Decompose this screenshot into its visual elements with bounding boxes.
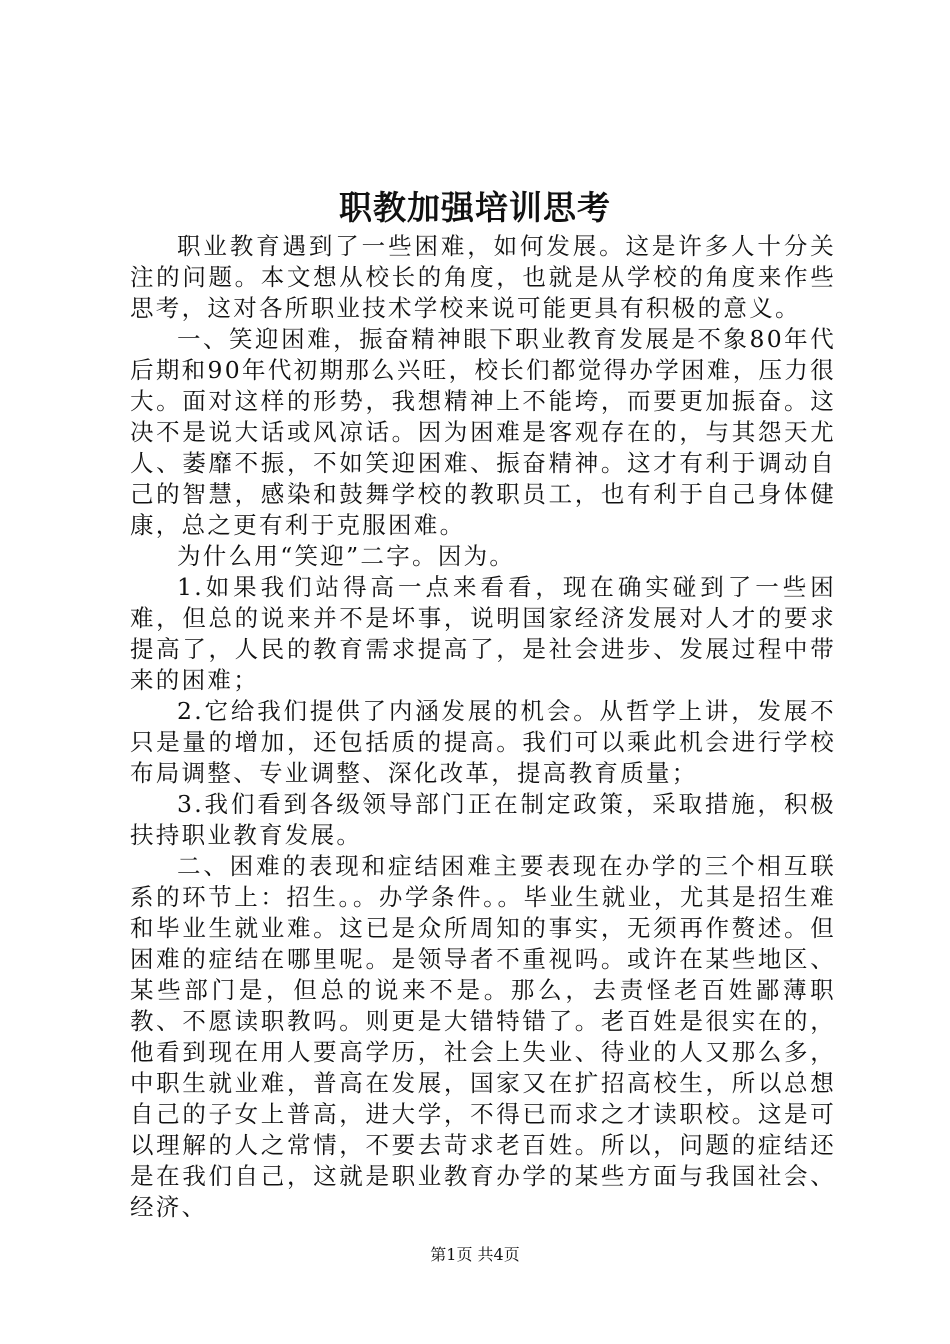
paragraph-point-2: 2.它给我们提供了内涵发展的机会。从哲学上讲，发展不只是量的增加，还包括质的提高。我们可以乘此机会进行学校布局调整、专业调整、深化改革，提高教育质量； xyxy=(130,697,836,787)
paragraph-section-one: 一、笑迎困难，振奋精神眼下职业教育发展是不象80年代后期和90年代初期那么兴旺，校长们都觉得办学困难，压力很大。面对这样的形势，我想精神上不能垮，而要更加振奋。这决不是说大话或风凉话。因为困难是客观存在的，与其怨天尤人、萎靡不振，不如笑迎困难、振奋精神。这才有利于调动自己的智慧，感染和鼓舞学校的教职员工，也有利于自己身体健康，总之更有利于克服困难。 xyxy=(130,325,836,539)
paragraph-why-smile: 为什么用“笑迎”二字。因为。 xyxy=(177,542,516,570)
paragraph-intro: 职业教育遇到了一些困难，如何发展。这是许多人十分关注的问题。本文想从校长的角度，也就是从学校的角度来作些思考，这对各所职业技术学校来说可能更具有积极的意义。 xyxy=(130,232,836,322)
paragraph-point-1: 1.如果我们站得高一点来看看，现在确实碰到了一些困难，但总的说来并不是坏事，说明国家经济发展对人才的要求提高了，人民的教育需求提高了，是社会进步、发展过程中带来的困难； xyxy=(130,573,836,694)
document-body xyxy=(130,231,836,1223)
document-title: 职教加强培训思考 xyxy=(339,188,611,227)
paragraph-point-3: 3.我们看到各级领导部门正在制定政策，采取措施，积极扶持职业教育发展。 xyxy=(130,790,836,849)
page-number-footer: 第1页 共4页 xyxy=(430,1245,520,1264)
paragraph-section-two: 二、困难的表现和症结困难主要表现在办学的三个相互联系的环节上：招生。。办学条件。。毕业生就业，尤其是招生难和毕业生就业难。这已是众所周知的事实，无须再作赘述。但困难的症结在哪里呢。是领导者不重视吗。或许在某些地区、某些部门是，但总的说来不是。那么，去责怪老百姓鄙薄职教、不愿读职教吗。则更是大错特错了。老百姓是很实在的，他看到现在用人要高学历，社会上失业、待业的人又那么多，中职生就业难，普高在发展，国家又在扩招高校生，所以总想自己的子女上普高，进大学，不得已而求之才读职校。这是可以理解的人之常情，不要去苛求老百姓。所以，问题的症结还是在我们自己，这就是职业教育办学的某些方面与我国社会、经济、 xyxy=(130,852,836,1221)
